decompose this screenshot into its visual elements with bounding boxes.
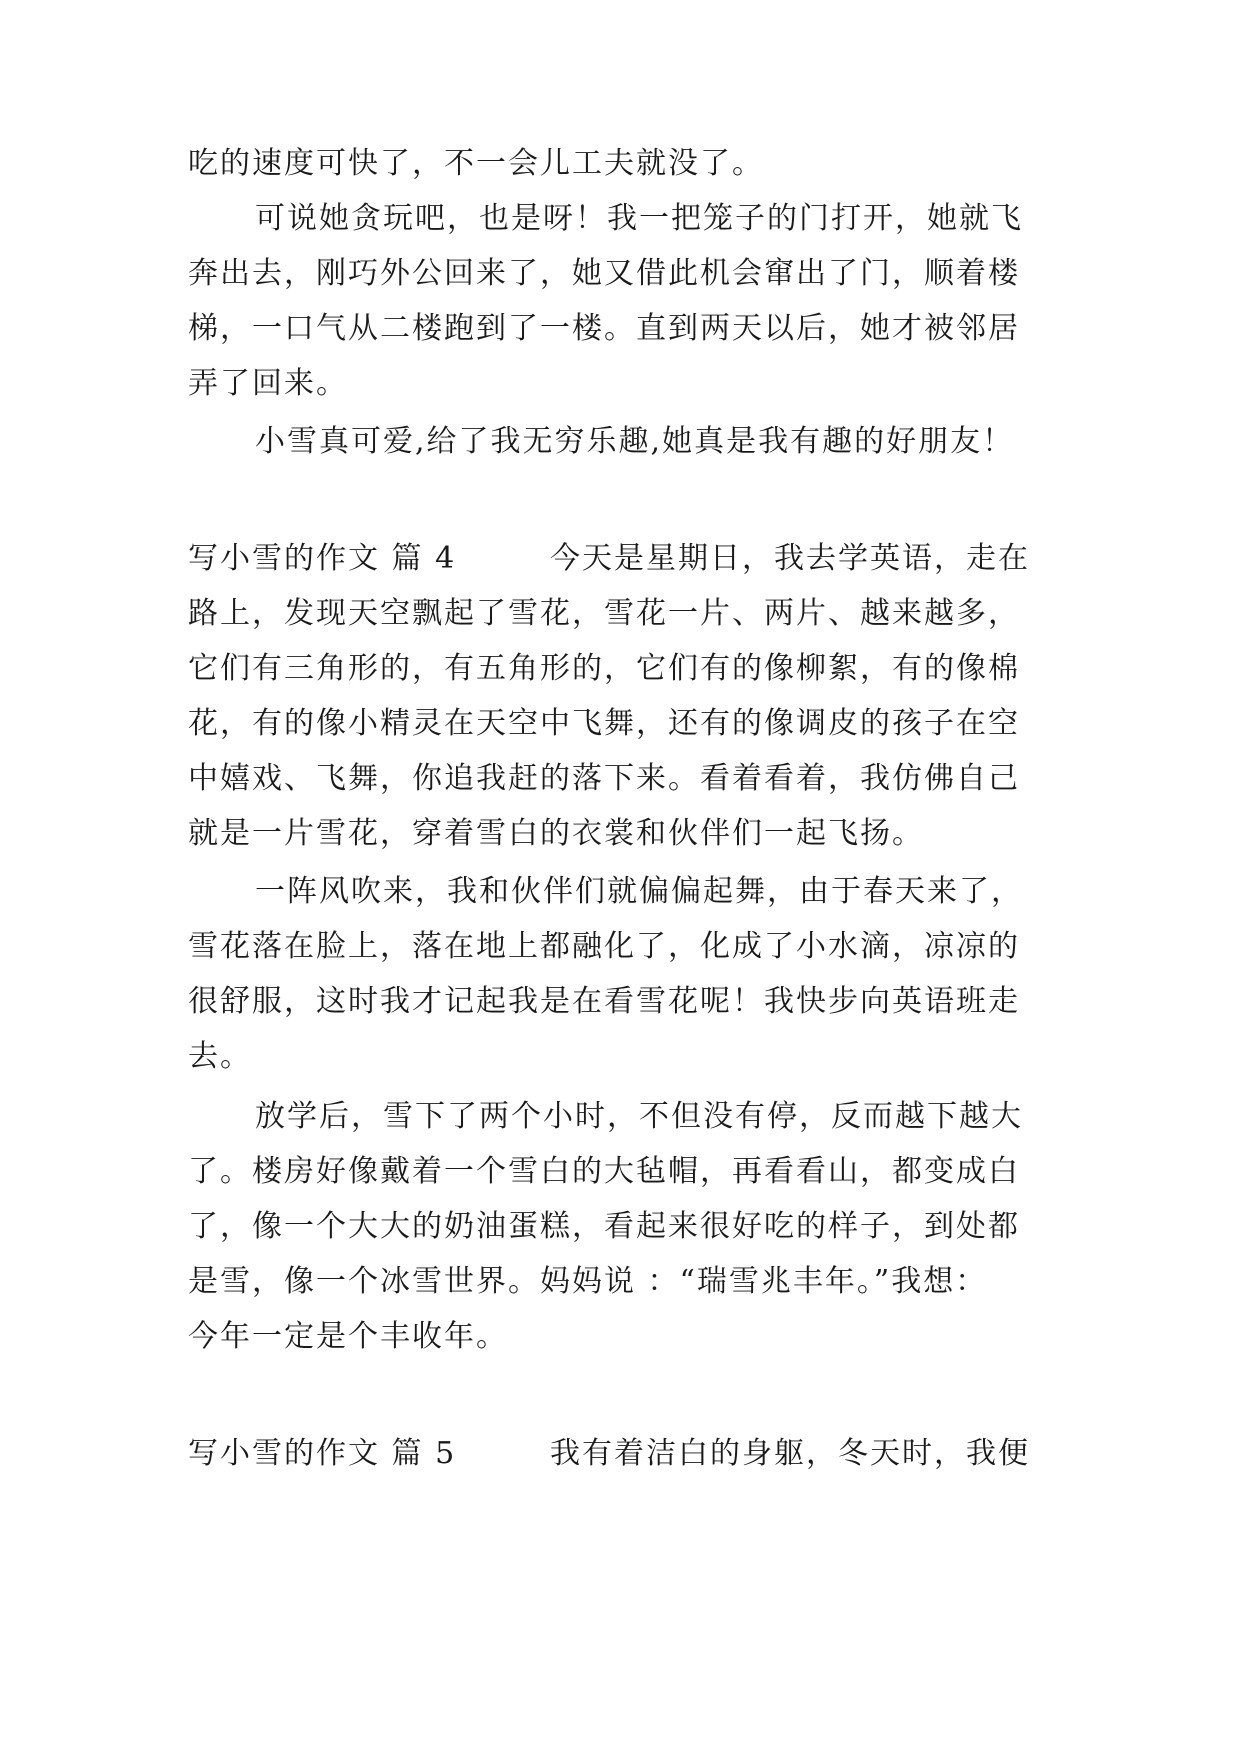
paragraph-line: 弄了回来。 [188,366,348,401]
paragraph-line: 花，有的像小精灵在天空中飞舞，还有的像调皮的孩子在空 [188,706,1020,741]
paragraph-line: 梯，一口气从二楼跑到了一楼。直到两天以后，她才被邻居 [188,311,1020,346]
essay-heading-line [188,1430,1068,1478]
paragraph-line: 吃的速度可快了，不一会儿工夫就没了。 [188,146,764,181]
paragraph-line: 了，像一个大大的奶油蛋糕，看起来很好吃的样子，到处都 [188,1209,1020,1244]
paragraph-line: 小雪真可爱,给了我无穷乐趣,她真是我有趣的好朋友！ [255,424,1015,459]
paragraph-line: 今天是星期日，我去学英语，走在 [550,541,1030,576]
paragraph-line: 放学后，雪下了两个小时，不但没有停，反而越下越大 [255,1099,1023,1134]
paragraph-line: 去。 [188,1039,252,1074]
paragraph-line: 很舒服，这时我才记起我是在看雪花呢！我快步向英语班走 [188,984,1020,1019]
essay-heading-line [188,535,1068,583]
paragraph-line: 就是一片雪花，穿着雪白的衣裳和伙伴们一起飞扬。 [188,816,924,851]
paragraph-line: 雪花落在脸上，落在地上都融化了，化成了小水滴，凉凉的 [188,929,1020,964]
paragraph-line: 奔出去，刚巧外公回来了，她又借此机会窜出了门，顺着楼 [188,256,1020,291]
paragraph-line: 我有着洁白的身躯，冬天时，我便 [550,1436,1030,1471]
paragraph-line: 路上，发现天空飘起了雪花，雪花一片、两片、越来越多， [188,596,1020,631]
paragraph-line: 是雪，像一个冰雪世界。妈妈说 ：“瑞雪兆丰年。”我想： [188,1264,988,1299]
paragraph-line: 中嬉戏、飞舞，你追我赶的落下来。看着看着，我仿佛自己 [188,761,1020,796]
paragraph-line: 今年一定是个丰收年。 [188,1319,508,1354]
essay-heading: 写小雪的作文 篇 5 [188,1436,457,1471]
essay-heading: 写小雪的作文 篇 4 [188,541,457,576]
paragraph-line: 可说她贪玩吧，也是呀！我一把笼子的门打开，她就飞 [255,201,1023,236]
paragraph-line: 了。楼房好像戴着一个雪白的大毡帽，再看看山，都变成白 [188,1154,1020,1189]
paragraph-line: 它们有三角形的，有五角形的，它们有的像柳絮，有的像棉 [188,651,1020,686]
paragraph-line: 一阵风吹来，我和伙伴们就偏偏起舞，由于春天来了， [255,874,1023,909]
